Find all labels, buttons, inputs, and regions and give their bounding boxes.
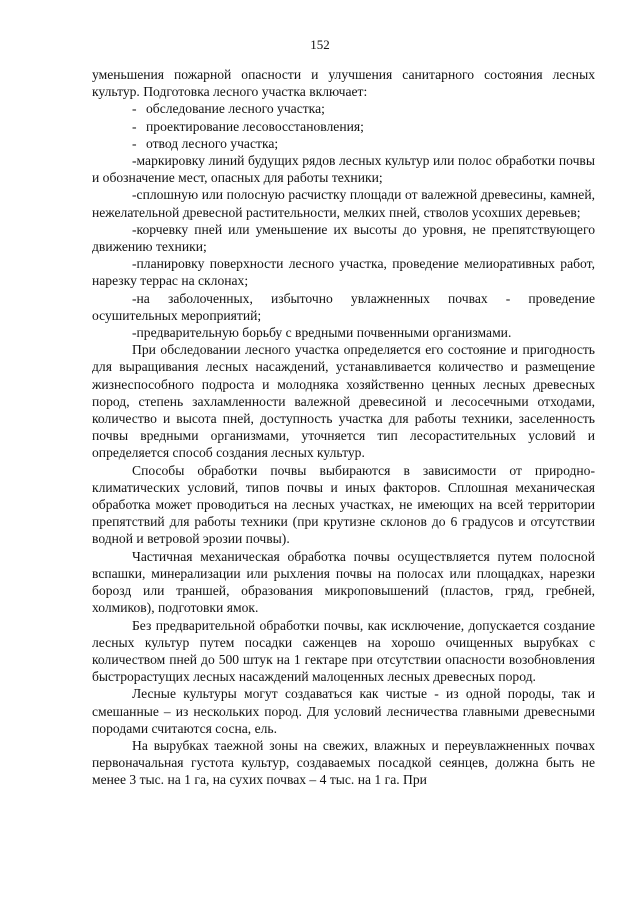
list-marker: - [132,118,137,134]
list-marker: - [132,187,137,203]
list-item [92,186,595,220]
list-item [92,255,595,289]
list-item-text: сплошную или полосную расчистку площади от валежной древесины, камней, нежелательной древесной растительности, мелких пней, стволов усохших деревьев; [92,187,595,220]
partial-treatment-paragraph: Частичная механическая обработка почвы осуществляется путем полосной вспашки, минерализации или рыхления почвы на полосах или площадках, нарезки борозд или траншей, образования микроповышений (пластов, гряд, гребней, холмиков), подготовки ямок. [92,548,595,616]
list-item-text: корчевку пней или уменьшение их высоты до уровня, не препятствующего движению техники; [92,221,595,255]
list-item [92,290,595,324]
list-item [92,135,595,152]
list-item-text: отвод лесного участка; [146,135,279,151]
list-marker: - [132,221,137,237]
list-item-text: планировку поверхности лесного участка, проведение мелиоративных работ, нарезку террас на склонах; [92,256,595,289]
survey-paragraph: При обследовании лесного участка определяется его состояние и пригодность для выращивания лесных насаждений, устанавливается количество и размещение жизнеспособного подроста и молодняка хозяйственно ценных лесных древесных пород, степень захламленности валежной древесиной и лесосечными отходами, количество и высота пней, доступность участка для работы техники, заселенность почвы вредными организмами, уточняется тип лесорастительных условий и определяется способ создания лесных культур. [92,342,595,461]
list-marker: - [132,153,137,169]
culture-types-paragraph: Лесные культуры могут создаваться как чистые - из одной породы, так и смешанные – из нескольких пород. Для условий лесничества главными древесными породами считаются сосна, ель. [92,686,595,736]
list-item-text: обследование лесного участка; [146,101,325,117]
list-item [92,221,595,255]
list-item [92,152,595,186]
no-treatment-paragraph: Без предварительной обработки почвы, как исключение, допускается создание лесных культур путем посадки саженцев на хорошо очищенных вырубках с количеством пней до 500 штук на 1 гектаре при отсутствии опасности возобновления быстрорастущих лесных насаждений малоценных лесных древесных пород. [92,617,595,685]
list-marker: - [132,290,137,306]
list-item [92,118,595,135]
list-item-text: маркировку линий будущих рядов лесных культур или полос обработки почвы и обозначение мест, опасных для работы техники; [92,153,595,186]
page-body [92,66,595,789]
list-item [92,324,595,341]
list-marker: - [132,101,137,117]
list-item-text: на заболоченных, избыточно увлажненных почвах - проведение осушительных мероприятий; [92,290,595,323]
list-item-text: проектирование лесовосстановления; [146,118,364,134]
list-marker: - [132,325,137,341]
list-item [92,100,595,117]
intro-paragraph: уменьшения пожарной опасности и улучшения санитарного состояния лесных культур. Подготовка лесного участка включает: [92,67,595,100]
density-paragraph: На вырубках таежной зоны на свежих, влажных и переувлажненных почвах первоначальная густота культур, создаваемых посадкой сеянцев, должна быть не менее 3 тыс. на 1 га, на сухих почвах – 4 тыс. на 1 га. При [92,737,595,788]
preparation-list [92,100,595,341]
soil-methods-paragraph: Способы обработки почвы выбираются в зависимости от природно-климатических условий, типов почвы и иных факторов. Сплошная механическая обработка может проводиться на лесных участках, не имеющих на всей территории препятствий для работы техники (при крутизне склонов до 6 градусов и отсутствии водной и ветровой эрозии почвы). [92,462,595,547]
list-marker: - [132,135,137,151]
list-item-text: предварительную борьбу с вредными почвенными организмами. [136,325,512,341]
page-number: 152 [310,37,330,52]
list-marker: - [132,256,137,272]
